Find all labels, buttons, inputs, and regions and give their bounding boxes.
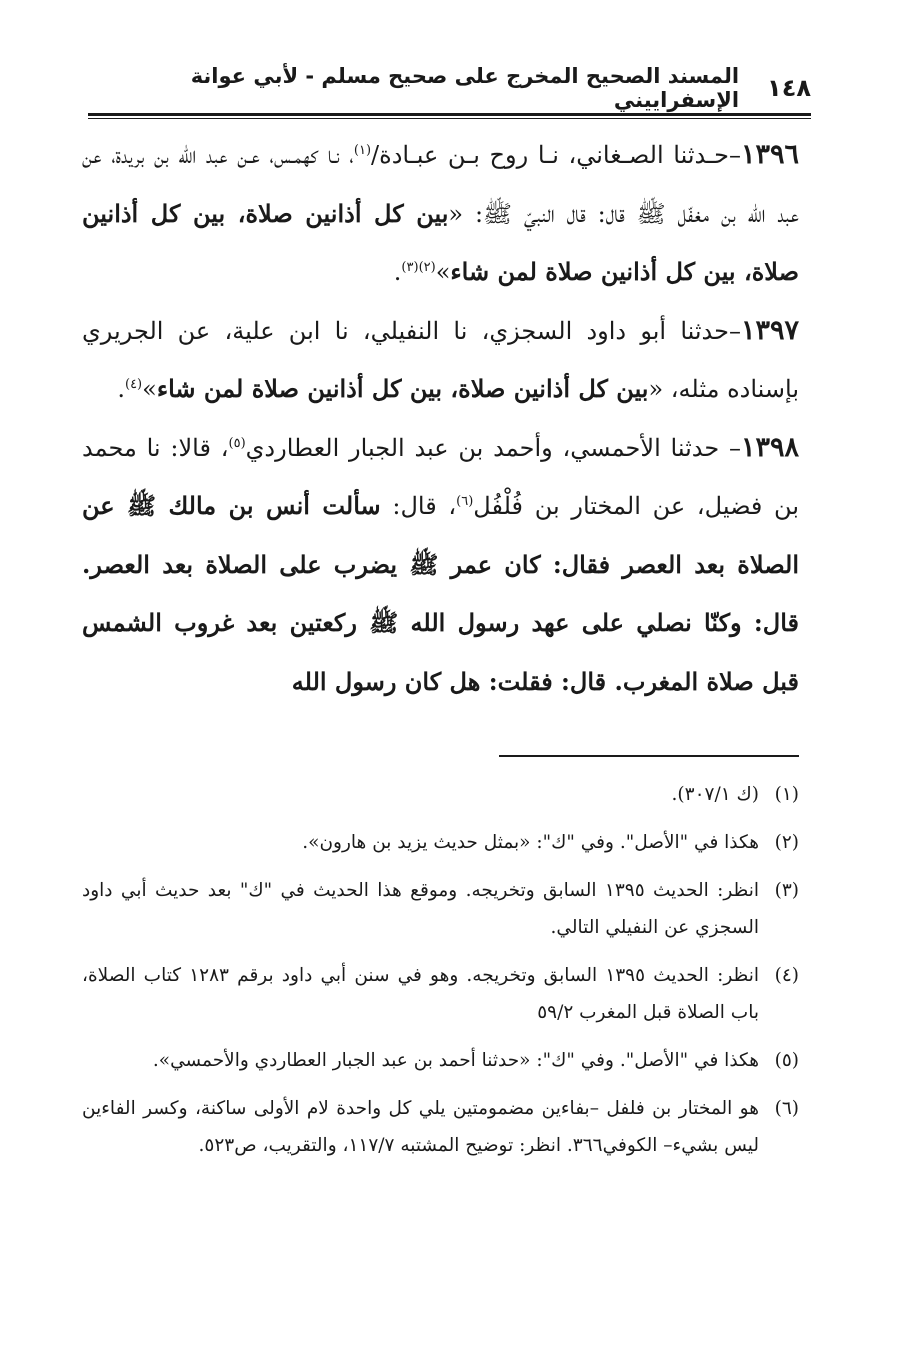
footnote (82, 872, 799, 946)
footnote (82, 957, 799, 1031)
footnote-text: (ك ٣٠٧/١). (671, 784, 759, 805)
hadith-chain: ، نـا كهمـس، عـن عبد الله بن بريدة، عن عبد الله بن مغفّل ﷺ قال: قال النبيّ ﷺ: « (82, 141, 799, 228)
hadith-number: ١٣٩٧ (740, 314, 799, 346)
hadith-chain: ، قال: (380, 492, 457, 520)
footnotes (82, 776, 799, 1175)
header-rule-thin (88, 118, 811, 119)
book-title: المسند الصحيح المخرج على صحيح مسلم - لأبي عوانة الإسفراييني (190, 64, 740, 112)
header-rule (88, 113, 811, 116)
hadith-number: ١٣٩٦ (740, 139, 799, 170)
footnote-number: (٢) (774, 832, 799, 853)
footnote-ref[interactable]: (٥) (228, 435, 246, 451)
main-text (82, 126, 799, 711)
hadith-matn: بين كل أذانين صلاة، بين كل أذانين صلاة لمن شاء (156, 374, 649, 403)
hadith-matn: سألت أنس بن مالك ﷺ عن الصلاة بعد العصر فقال: كان عمر ﷺ يضرب على الصلاة بعد العصر. قال: وكنّا نصلي على عهد رسول الله ﷺ ركعتين بعد غروب الشمس قبل صلاة المغرب. قال: فقلت: هل كان رسول الله (82, 491, 799, 696)
footnote-number: (١) (774, 784, 799, 805)
footnote-text: انظر: الحديث ١٣٩٥ السابق وتخريجه. وموقع هذا الحديث في "ك" بعد حديث أبي داود السجزي عن النفيلي التالي. (82, 880, 759, 938)
footnote-ref[interactable]: (٣) (401, 260, 419, 275)
hadith-number: ١٣٩٨ (740, 431, 799, 463)
quote-close: » (435, 258, 451, 286)
footnote-text: هكذا في "الأصل". وفي "ك": «بمثل حديث يزيد بن هارون». (302, 832, 759, 853)
footnote-text: انظر: الحديث ١٣٩٥ السابق وتخريجه. وهو في سنن أبي داود برقم ١٢٨٣ كتاب الصلاة، باب الصلاة قبل المغرب ٥٩/٢ (82, 965, 759, 1023)
hadith-1396 (82, 126, 799, 302)
page-number: ١٤٨ (767, 74, 811, 102)
quote-close: » (142, 375, 157, 403)
footnote-text: هو المختار بن فلفل –بفاءين مضمومتين يلي كل واحدة لام الأولى ساكنة، وكسر الفاءين ليس بشيء– الكوفي٣٦٦. انظر: توضيح المشتبه ١١٧/٧، والتقريب، ص٥٢٣. (82, 1098, 759, 1156)
footnote-text: هكذا في "الأصل". وفي "ك": «حدثنا أحمد بن عبد الجبار العطاردي والأحمسي». (152, 1050, 759, 1071)
hadith-chain: – حدثنا الأحمسي، وأحمد بن عبد الجبار العطاردي (245, 433, 741, 462)
footnote (82, 1090, 799, 1164)
sentence-end: . (393, 258, 402, 286)
footnote (82, 1042, 799, 1079)
footnote-separator (499, 755, 799, 757)
footnote-ref[interactable]: (٢) (418, 260, 436, 275)
hadith-chain: –حـدثنا الصـغاني، نـا روح بـن عبـادة/ (371, 141, 741, 169)
footnote-ref[interactable]: (٦) (456, 494, 474, 509)
footnote-number: (٦) (774, 1098, 799, 1119)
footnote (82, 824, 799, 861)
running-header (88, 64, 811, 112)
footnote-ref[interactable]: (١) (353, 143, 372, 158)
sentence-end: . (117, 375, 125, 403)
footnote-ref[interactable]: (٤) (124, 377, 143, 392)
footnote (82, 776, 799, 813)
footnote-number: (٥) (774, 1050, 799, 1071)
hadith-1397 (82, 302, 799, 419)
hadith-1398 (82, 419, 799, 712)
hadith-matn: بين كل أذانين صلاة، بين كل أذانين صلاة، بين كل أذانين صلاة لمن شاء (82, 198, 799, 286)
footnote-number: (٤) (774, 965, 799, 986)
hadith-chain: –حدثنا أبو داود السجزي، نا النفيلي، نا ابن علية، عن الجريري بإسناده مثله، « (82, 316, 799, 403)
hadith-chain: ، قالا: نا محمد بن فضيل، عن المختار بن فُلْفُل (82, 433, 800, 520)
footnote-number: (٣) (774, 880, 799, 901)
